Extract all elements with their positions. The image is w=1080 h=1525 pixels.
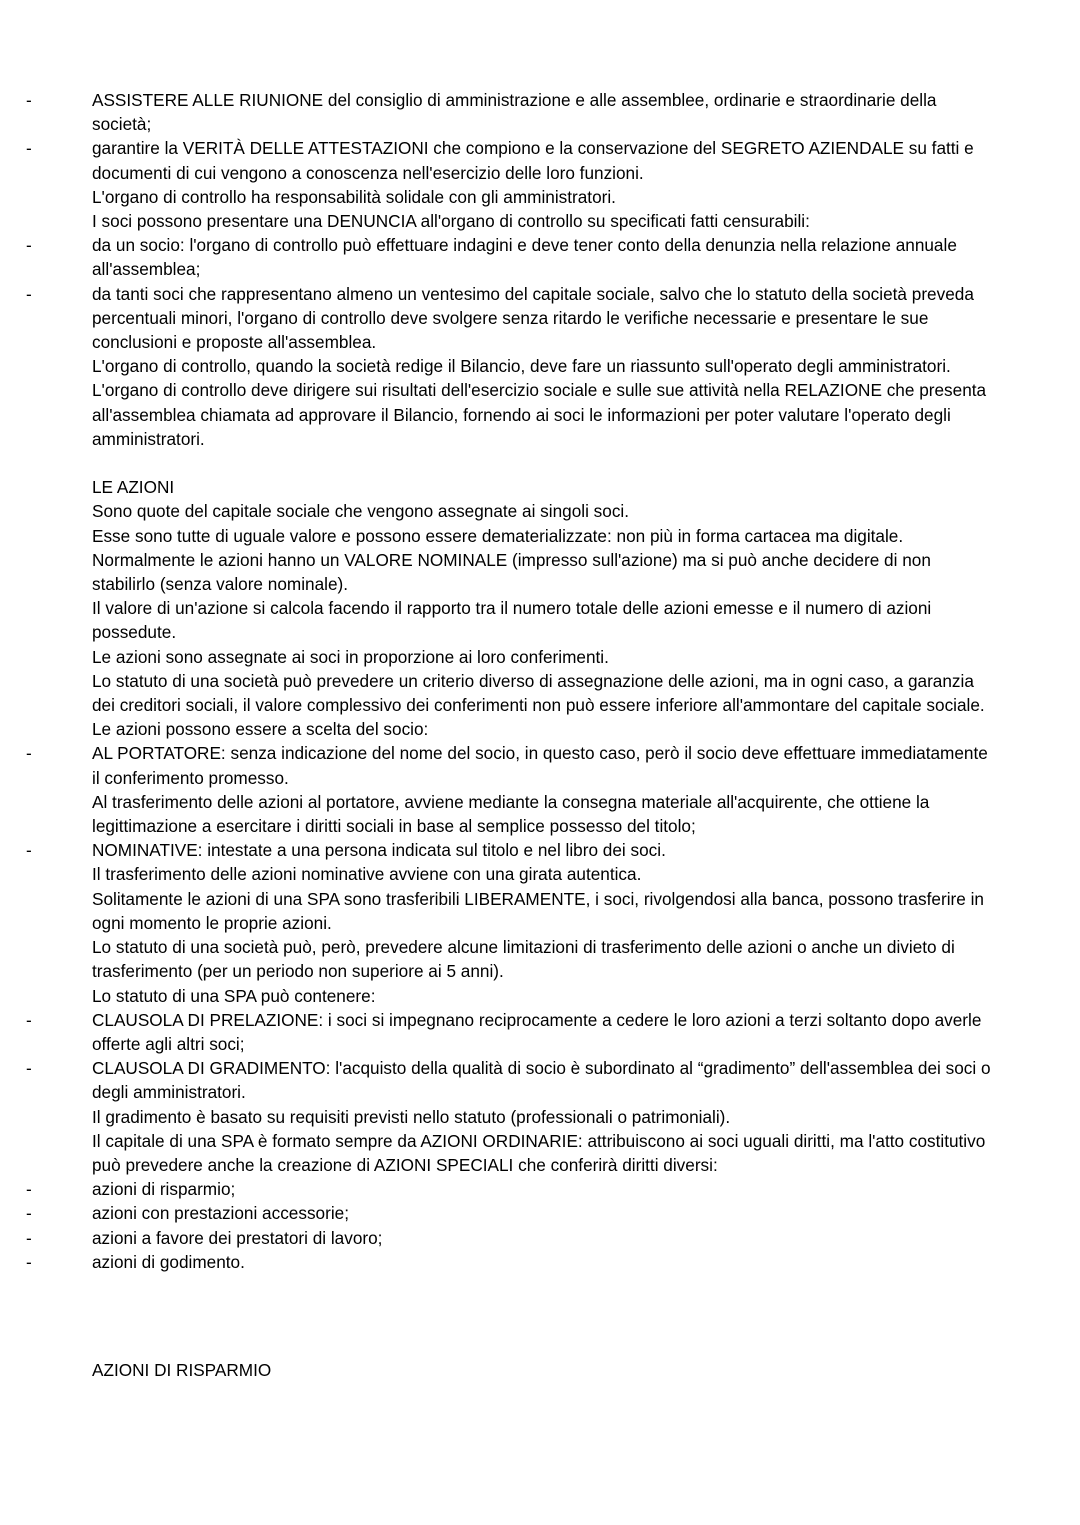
section-heading: LE AZIONI — [92, 477, 175, 498]
paragraph: Il valore di un'azione si calcola facendo il rapporto tra il numero totale delle azioni emesse e il numero di azioni possedute. — [92, 598, 932, 643]
paragraph: L'organo di controllo, quando la società redige il Bilancio, deve fare un riassunto sull'operato degli amministratori. — [92, 356, 951, 377]
bullet-text: ASSISTERE ALLE RIUNIONE del consiglio di amministrazione e alle assemblee, ordinarie e straordinarie della società; — [92, 90, 937, 135]
bullet-item — [26, 1201, 992, 1225]
bullet-item — [26, 1056, 992, 1104]
bullet-text: NOMINATIVE: intestate a una persona indicata sul titolo e nel libro dei soci. — [92, 840, 666, 861]
bullet-item — [26, 233, 992, 281]
paragraph: Normalmente le azioni hanno un VALORE NOMINALE (impresso sull'azione) ma si può anche decidere di non stabilirlo (senza valore nominale). — [92, 549, 931, 595]
paragraph: Lo statuto di una SPA può contenere: — [92, 985, 376, 1006]
paragraph: Le azioni sono assegnate ai soci in proporzione ai loro conferimenti. — [92, 646, 609, 667]
paragraph: Lo statuto di una società può prevedere un criterio diverso di assegnazione delle azioni, ma in ogni caso, a garanzia dei creditori sociali, il valore complessivo dei conferimenti non può essere inferiore all'ammontare del capitale sociale. — [92, 670, 985, 716]
bullet-item — [26, 282, 992, 355]
bullet-dash: - — [26, 235, 32, 256]
bullet-item — [26, 136, 992, 184]
paragraph: Il capitale di una SPA è formato sempre da AZIONI ORDINARIE: attribuiscono ai soci uguali diritti, ma l'atto costitutivo può prevedere anche la creazione di AZIONI SPECIALI che conferirà diritti diversi: — [92, 1130, 986, 1175]
bullet-dash: - — [26, 1009, 32, 1030]
paragraph: L'organo di controllo deve dirigere sui risultati dell'esercizio sociale e sulle sue attività nella RELAZIONE che presenta all'assemblea chiamata ad approvare il Bilancio, fornendo ai soci le informazioni per poter valutare l'operato degli amministratori. — [92, 380, 987, 449]
paragraph: Il trasferimento delle azioni nominative avviene con una girata autentica. — [92, 864, 642, 885]
bullet-item — [26, 1250, 992, 1274]
bullet-text: da un socio: l'organo di controllo può effettuare indagini e deve tener conto della denunzia nella relazione annuale all'assemblea; — [92, 235, 957, 280]
bullet-dash: - — [26, 1251, 32, 1272]
spacer — [92, 451, 992, 475]
paragraph: L'organo di controllo ha responsabilità solidale con gli amministratori. — [92, 186, 616, 207]
paragraph: Lo statuto di una società può, però, prevedere alcune limitazioni di trasferimento delle azioni o anche un divieto di trasferimento (per un periodo non superiore ai 5 anni). — [92, 937, 955, 982]
bullet-dash: - — [26, 1058, 32, 1079]
bullet-text: CLAUSOLA DI PRELAZIONE: i soci si impegnano reciprocamente a cedere le loro azioni a terzi soltanto dopo averle offerte agli altri soci; — [92, 1009, 982, 1054]
bullet-text: azioni con prestazioni accessorie; — [92, 1203, 349, 1224]
section-heading: AZIONI DI RISPARMIO — [92, 1360, 272, 1381]
bullet-item — [26, 88, 992, 136]
bullet-dash: - — [26, 840, 32, 861]
paragraph: Esse sono tutte di uguale valore e possono essere dematerializzate: non più in forma cartacea ma digitale. — [92, 525, 904, 546]
paragraph: Le azioni possono essere a scelta del socio: — [92, 719, 429, 740]
bullet-dash: - — [26, 743, 32, 764]
bullet-item — [26, 1226, 992, 1250]
bullet-item — [26, 838, 992, 862]
paragraph: Al trasferimento delle azioni al portatore, avviene mediante la consegna materiale all'acquirente, che ottiene la legittimazione a esercitare i diritti sociali in base al semplice possesso del titolo; — [92, 791, 930, 837]
spacer — [92, 1274, 992, 1334]
bullet-dash: - — [26, 283, 32, 304]
paragraph: Il gradimento è basato su requisiti previsti nello statuto (professionali o patrimoniali). — [92, 1106, 731, 1127]
bullet-text: da tanti soci che rappresentano almeno un ventesimo del capitale sociale, salvo che lo statuto della società preveda percentuali minori, l'organo di controllo deve svolgere senza ritardo le verifiche necessarie e presentare le sue conclusioni e proposte all'assemblea. — [92, 283, 974, 353]
bullet-dash: - — [26, 138, 32, 159]
bullet-item — [26, 1008, 992, 1056]
bullet-text: azioni di godimento. — [92, 1251, 245, 1272]
bullet-dash: - — [26, 1203, 32, 1224]
bullet-text: CLAUSOLA DI GRADIMENTO: l'acquisto della qualità di socio è subordinato al “gradimento” dell'assemblea dei soci o degli amministratori. — [92, 1058, 991, 1103]
bullet-dash: - — [26, 1227, 32, 1248]
paragraph: I soci possono presentare una DENUNCIA all'organo di controllo su specificati fatti censurabili: — [92, 211, 810, 232]
bullet-text: azioni di risparmio; — [92, 1179, 236, 1200]
document-page — [26, 88, 992, 1382]
bullet-text: garantire la VERITÀ DELLE ATTESTAZIONI che compiono e la conservazione del SEGRETO AZIENDALE su fatti e documenti di cui vengono a conoscenza nell'esercizio delle loro funzioni. — [92, 138, 974, 183]
bullet-dash: - — [26, 1179, 32, 1200]
spacer — [92, 1334, 992, 1358]
bullet-item — [26, 741, 992, 789]
bullet-dash: - — [26, 90, 32, 110]
bullet-item — [26, 1177, 992, 1201]
paragraph: Sono quote del capitale sociale che vengono assegnate ai singoli soci. — [92, 501, 630, 522]
bullet-text: AL PORTATORE: senza indicazione del nome del socio, in questo caso, però il socio deve effettuare immediatamente il conferimento promesso. — [92, 743, 988, 788]
paragraph: Solitamente le azioni di una SPA sono trasferibili LIBERAMENTE, i soci, rivolgendosi alla banca, possono trasferire in ogni momento le proprie azioni. — [92, 888, 984, 933]
bullet-text: azioni a favore dei prestatori di lavoro; — [92, 1227, 383, 1248]
